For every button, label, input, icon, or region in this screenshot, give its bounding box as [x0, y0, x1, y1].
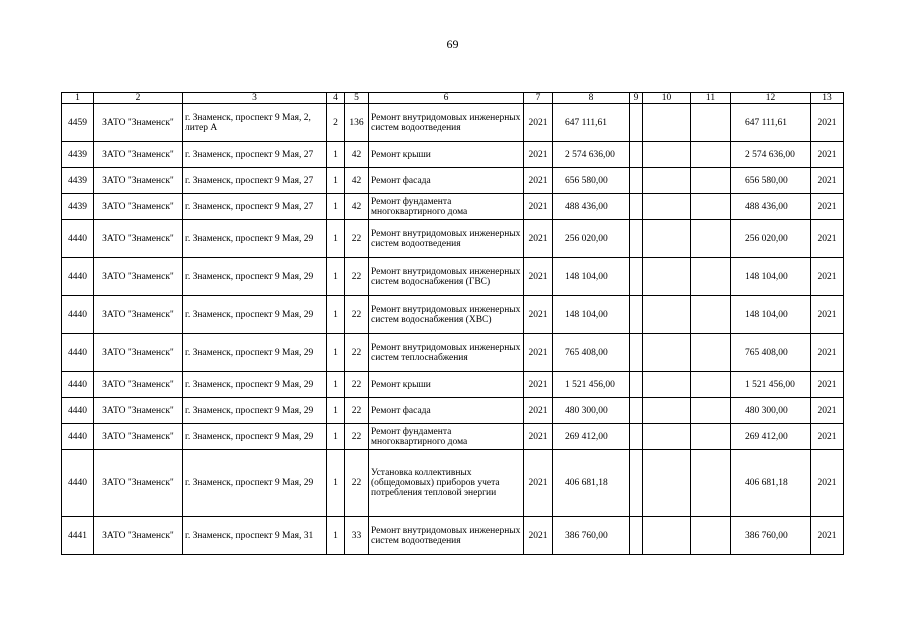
col10-cell — [643, 424, 691, 450]
year-cell: 2021 — [524, 334, 553, 372]
col4-cell: 2 — [327, 104, 345, 142]
year-cell: 2021 — [524, 258, 553, 296]
table-row — [62, 398, 844, 424]
completion-year-cell: 2021 — [811, 424, 844, 450]
table-row — [62, 220, 844, 258]
municipality-cell: ЗАТО "Знаменск" — [94, 372, 183, 398]
fund-cost-cell: 386 760,00 — [731, 517, 811, 555]
fund-cost-cell: 656 580,00 — [731, 168, 811, 194]
col5-cell: 22 — [345, 450, 369, 517]
object-id-cell: 4459 — [62, 104, 94, 142]
municipality-cell: ЗАТО "Знаменск" — [94, 517, 183, 555]
col9-cell — [630, 194, 643, 220]
completion-year-cell: 2021 — [811, 168, 844, 194]
col4-cell: 1 — [327, 296, 345, 334]
col10-cell — [643, 194, 691, 220]
total-cost-cell: 656 580,00 — [553, 168, 630, 194]
work-type-cell: Ремонт внутридомовых инженерных систем теплоснабжения — [369, 334, 524, 372]
year-cell: 2021 — [524, 424, 553, 450]
col11-cell — [691, 296, 731, 334]
col4-cell: 1 — [327, 142, 345, 168]
column-number: 10 — [643, 93, 691, 104]
fund-cost-cell: 269 412,00 — [731, 424, 811, 450]
municipality-cell: ЗАТО "Знаменск" — [94, 220, 183, 258]
col11-cell — [691, 194, 731, 220]
fund-cost-cell: 480 300,00 — [731, 398, 811, 424]
col5-cell: 42 — [345, 142, 369, 168]
fund-cost-cell: 148 104,00 — [731, 296, 811, 334]
column-number: 9 — [630, 93, 643, 104]
col10-cell — [643, 517, 691, 555]
column-number: 7 — [524, 93, 553, 104]
table-row — [62, 168, 844, 194]
column-number: 11 — [691, 93, 731, 104]
completion-year-cell: 2021 — [811, 334, 844, 372]
municipality-cell: ЗАТО "Знаменск" — [94, 258, 183, 296]
address-cell: г. Знаменск, проспект 9 Мая, 2, литер А — [183, 104, 327, 142]
total-cost-cell: 480 300,00 — [553, 398, 630, 424]
year-cell: 2021 — [524, 194, 553, 220]
column-number: 13 — [811, 93, 844, 104]
year-cell: 2021 — [524, 398, 553, 424]
col4-cell: 1 — [327, 334, 345, 372]
table-row — [62, 450, 844, 517]
col11-cell — [691, 517, 731, 555]
table-row — [62, 258, 844, 296]
address-cell: г. Знаменск, проспект 9 Мая, 27 — [183, 168, 327, 194]
col4-cell: 1 — [327, 194, 345, 220]
table-row — [62, 334, 844, 372]
col11-cell — [691, 104, 731, 142]
fund-cost-cell: 647 111,61 — [731, 104, 811, 142]
object-id-cell: 4440 — [62, 258, 94, 296]
col5-cell: 42 — [345, 168, 369, 194]
total-cost-cell: 148 104,00 — [553, 296, 630, 334]
work-type-cell: Ремонт фундамента многоквартирного дома — [369, 424, 524, 450]
total-cost-cell: 406 681,18 — [553, 450, 630, 517]
col11-cell — [691, 398, 731, 424]
address-cell: г. Знаменск, проспект 9 Мая, 31 — [183, 517, 327, 555]
col11-cell — [691, 168, 731, 194]
col5-cell: 22 — [345, 258, 369, 296]
municipality-cell: ЗАТО "Знаменск" — [94, 450, 183, 517]
year-cell: 2021 — [524, 517, 553, 555]
col4-cell: 1 — [327, 372, 345, 398]
object-id-cell: 4440 — [62, 398, 94, 424]
col11-cell — [691, 220, 731, 258]
table-row — [62, 424, 844, 450]
total-cost-cell: 148 104,00 — [553, 258, 630, 296]
completion-year-cell: 2021 — [811, 142, 844, 168]
total-cost-cell: 386 760,00 — [553, 517, 630, 555]
col5-cell: 22 — [345, 334, 369, 372]
column-number: 8 — [553, 93, 630, 104]
fund-cost-cell: 406 681,18 — [731, 450, 811, 517]
table-row — [62, 517, 844, 555]
address-cell: г. Знаменск, проспект 9 Мая, 29 — [183, 372, 327, 398]
col11-cell — [691, 258, 731, 296]
completion-year-cell: 2021 — [811, 258, 844, 296]
year-cell: 2021 — [524, 450, 553, 517]
col9-cell — [630, 517, 643, 555]
municipality-cell: ЗАТО "Знаменск" — [94, 194, 183, 220]
object-id-cell: 4440 — [62, 334, 94, 372]
fund-cost-cell: 765 408,00 — [731, 334, 811, 372]
column-number: 1 — [62, 93, 94, 104]
table-row — [62, 372, 844, 398]
total-cost-cell: 488 436,00 — [553, 194, 630, 220]
address-cell: г. Знаменск, проспект 9 Мая, 29 — [183, 296, 327, 334]
col10-cell — [643, 258, 691, 296]
year-cell: 2021 — [524, 104, 553, 142]
col4-cell: 1 — [327, 424, 345, 450]
total-cost-cell: 256 020,00 — [553, 220, 630, 258]
col5-cell: 22 — [345, 424, 369, 450]
municipality-cell: ЗАТО "Знаменск" — [94, 104, 183, 142]
col10-cell — [643, 450, 691, 517]
municipality-cell: ЗАТО "Знаменск" — [94, 424, 183, 450]
table-row — [62, 194, 844, 220]
address-cell: г. Знаменск, проспект 9 Мая, 29 — [183, 424, 327, 450]
work-type-cell: Ремонт фасада — [369, 168, 524, 194]
fund-cost-cell: 488 436,00 — [731, 194, 811, 220]
address-cell: г. Знаменск, проспект 9 Мая, 29 — [183, 220, 327, 258]
municipality-cell: ЗАТО "Знаменск" — [94, 142, 183, 168]
work-type-cell: Ремонт крыши — [369, 372, 524, 398]
col10-cell — [643, 334, 691, 372]
col10-cell — [643, 142, 691, 168]
municipality-cell: ЗАТО "Знаменск" — [94, 334, 183, 372]
col10-cell — [643, 398, 691, 424]
col9-cell — [630, 104, 643, 142]
table-row — [62, 142, 844, 168]
table-row — [62, 104, 844, 142]
col4-cell: 1 — [327, 168, 345, 194]
col4-cell: 1 — [327, 220, 345, 258]
col10-cell — [643, 168, 691, 194]
fund-cost-cell: 1 521 456,00 — [731, 372, 811, 398]
col5-cell: 22 — [345, 296, 369, 334]
column-number: 3 — [183, 93, 327, 104]
object-id-cell: 4439 — [62, 194, 94, 220]
col4-cell: 1 — [327, 258, 345, 296]
address-cell: г. Знаменск, проспект 9 Мая, 29 — [183, 334, 327, 372]
col10-cell — [643, 296, 691, 334]
col11-cell — [691, 424, 731, 450]
completion-year-cell: 2021 — [811, 104, 844, 142]
object-id-cell: 4439 — [62, 142, 94, 168]
object-id-cell: 4440 — [62, 450, 94, 517]
col5-cell: 22 — [345, 220, 369, 258]
completion-year-cell: 2021 — [811, 296, 844, 334]
col11-cell — [691, 334, 731, 372]
col9-cell — [630, 142, 643, 168]
object-id-cell: 4439 — [62, 168, 94, 194]
completion-year-cell: 2021 — [811, 517, 844, 555]
year-cell: 2021 — [524, 142, 553, 168]
col11-cell — [691, 372, 731, 398]
year-cell: 2021 — [524, 372, 553, 398]
work-type-cell: Ремонт фундамента многоквартирного дома — [369, 194, 524, 220]
municipality-cell: ЗАТО "Знаменск" — [94, 296, 183, 334]
col9-cell — [630, 450, 643, 517]
col4-cell: 1 — [327, 450, 345, 517]
column-number: 6 — [369, 93, 524, 104]
fund-cost-cell: 148 104,00 — [731, 258, 811, 296]
address-cell: г. Знаменск, проспект 9 Мая, 29 — [183, 450, 327, 517]
completion-year-cell: 2021 — [811, 398, 844, 424]
total-cost-cell: 765 408,00 — [553, 334, 630, 372]
col9-cell — [630, 372, 643, 398]
col4-cell: 1 — [327, 517, 345, 555]
col5-cell: 136 — [345, 104, 369, 142]
work-type-cell: Ремонт внутридомовых инженерных систем водоотведения — [369, 517, 524, 555]
col9-cell — [630, 296, 643, 334]
col9-cell — [630, 220, 643, 258]
col10-cell — [643, 372, 691, 398]
col9-cell — [630, 334, 643, 372]
year-cell: 2021 — [524, 296, 553, 334]
col5-cell: 22 — [345, 372, 369, 398]
total-cost-cell: 647 111,61 — [553, 104, 630, 142]
col5-cell: 33 — [345, 517, 369, 555]
work-type-cell: Ремонт внутридомовых инженерных систем водоснабжения (ХВС) — [369, 296, 524, 334]
completion-year-cell: 2021 — [811, 450, 844, 517]
work-type-cell: Ремонт внутридомовых инженерных систем водоотведения — [369, 104, 524, 142]
col4-cell: 1 — [327, 398, 345, 424]
col5-cell: 22 — [345, 398, 369, 424]
work-type-cell: Установка коллективных (общедомовых) приборов учета потребления тепловой энергии — [369, 450, 524, 517]
column-number: 5 — [345, 93, 369, 104]
address-cell: г. Знаменск, проспект 9 Мая, 27 — [183, 194, 327, 220]
col9-cell — [630, 168, 643, 194]
column-number: 12 — [731, 93, 811, 104]
object-id-cell: 4440 — [62, 296, 94, 334]
fund-cost-cell: 256 020,00 — [731, 220, 811, 258]
total-cost-cell: 2 574 636,00 — [553, 142, 630, 168]
completion-year-cell: 2021 — [811, 220, 844, 258]
col5-cell: 42 — [345, 194, 369, 220]
municipality-cell: ЗАТО "Знаменск" — [94, 398, 183, 424]
col9-cell — [630, 424, 643, 450]
completion-year-cell: 2021 — [811, 194, 844, 220]
col11-cell — [691, 450, 731, 517]
table-row — [62, 296, 844, 334]
object-id-cell: 4440 — [62, 424, 94, 450]
table-body — [62, 93, 844, 555]
address-cell: г. Знаменск, проспект 9 Мая, 29 — [183, 258, 327, 296]
address-cell: г. Знаменск, проспект 9 Мая, 27 — [183, 142, 327, 168]
work-type-cell: Ремонт внутридомовых инженерных систем водоотведения — [369, 220, 524, 258]
work-type-cell: Ремонт внутридомовых инженерных систем водоснабжения (ГВС) — [369, 258, 524, 296]
column-number: 2 — [94, 93, 183, 104]
col11-cell — [691, 142, 731, 168]
year-cell: 2021 — [524, 220, 553, 258]
work-type-cell: Ремонт фасада — [369, 398, 524, 424]
municipality-cell: ЗАТО "Знаменск" — [94, 168, 183, 194]
col10-cell — [643, 220, 691, 258]
col9-cell — [630, 398, 643, 424]
work-type-cell: Ремонт крыши — [369, 142, 524, 168]
page-number: 69 — [446, 37, 459, 51]
address-cell: г. Знаменск, проспект 9 Мая, 29 — [183, 398, 327, 424]
column-number-row — [62, 93, 844, 104]
object-id-cell: 4441 — [62, 517, 94, 555]
column-number: 4 — [327, 93, 345, 104]
total-cost-cell: 269 412,00 — [553, 424, 630, 450]
object-id-cell: 4440 — [62, 220, 94, 258]
total-cost-cell: 1 521 456,00 — [553, 372, 630, 398]
object-id-cell: 4440 — [62, 372, 94, 398]
completion-year-cell: 2021 — [811, 372, 844, 398]
col9-cell — [630, 258, 643, 296]
year-cell: 2021 — [524, 168, 553, 194]
register-table — [61, 92, 844, 555]
fund-cost-cell: 2 574 636,00 — [731, 142, 811, 168]
col10-cell — [643, 104, 691, 142]
